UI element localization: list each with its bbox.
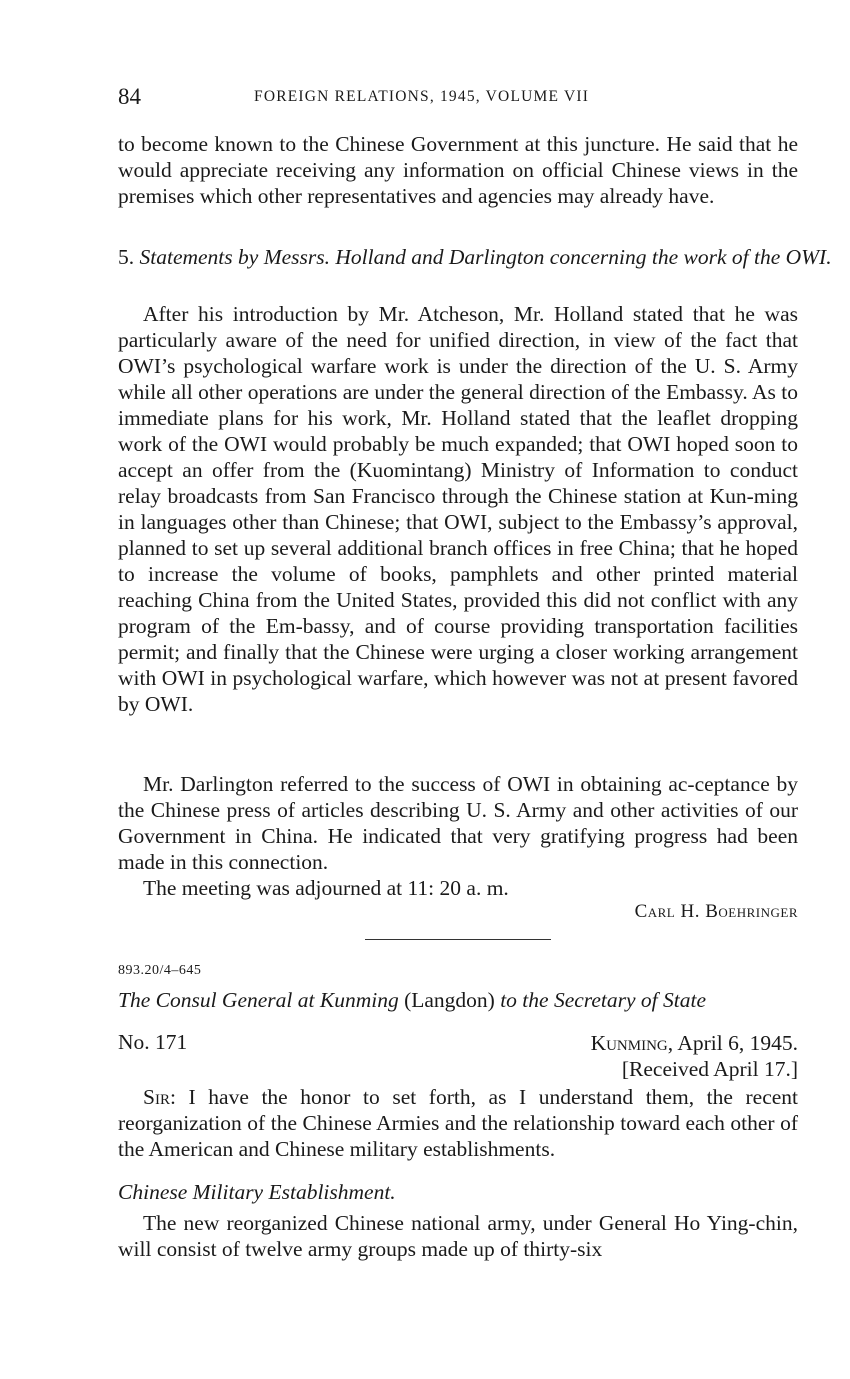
place-date-block (591, 1030, 798, 1082)
section-number: 5. (118, 245, 135, 269)
subheading: Chinese Military Establishment. (118, 1180, 396, 1204)
paragraph-adjournment: The meeting was adjourned at 11: 20 a. m. (143, 876, 509, 900)
signature: Carl H. Boehringer (634, 901, 798, 922)
document-title (118, 987, 798, 1013)
title-sender-name: (Langdon) (404, 988, 495, 1012)
paragraph-army-reorganization: The new reorganized Chinese national army, under General Ho Ying-chin, will consist of twelve army groups made up of thirty-six (118, 1211, 798, 1261)
running-head: FOREIGN RELATIONS, 1945, VOLUME VII (254, 88, 590, 105)
paragraph-salutation (118, 1084, 798, 1162)
section-heading (118, 244, 840, 270)
section-title: Statements by Messrs. Holland and Darlington concerning the work of the OWI. (139, 245, 832, 269)
paragraph-darlington-statement: Mr. Darlington referred to the success of OWI in obtaining ac-ceptance by the Chinese press of articles describing U. S. Army and other activities of our Government in China. He indicated that very gratifying progress had been made in this connection. (118, 772, 798, 874)
document-number: No. 171 (118, 1030, 188, 1054)
received-date: [Received April 17.] (621, 1057, 798, 1081)
paragraph-continuation: to become known to the Chinese Government at this juncture. He said that he would appreciate receiving any information on official Chinese views in the premises which other representatives and agencies may already have. (118, 132, 798, 208)
file-number: 893.20/4–645 (118, 963, 202, 978)
title-sender: The Consul General at Kunming (118, 988, 399, 1012)
salutation-text: I have the honor to set forth, as I understand them, the recent reorganization of the Chinese Armies and the relationship toward each other of the American and Chinese military establishments. (118, 1085, 799, 1161)
page-header (118, 84, 798, 114)
section-divider (365, 939, 551, 940)
page-number: 84 (118, 84, 141, 109)
paragraph-holland-statement: After his introduction by Mr. Atcheson, Mr. Holland stated that he was particularly aware of the need for unified direction, in view of the fact that OWI’s psychological warfare work is under the direction of the U. S. Army while all other operations are under the general direction of the Embassy. As to immediate plans for his work, Mr. Holland stated that the leaflet dropping work of the OWI would probably be much expanded; that OWI hoped soon to accept an offer from the (Kuomintang) Ministry of Information to conduct relay broadcasts from San Francisco through the Chinese station at Kun-ming in languages other than Chinese; that OWI, subject to the Embassy’s approval, planned to set up several additional branch offices in free China; that he hoped to increase the volume of books, pamphlets and other printed material reaching China from the United States, provided this did not conflict with any program of the Em-bassy, and of course providing transportation facilities permit; and finally that the Chinese were urging a closer working arrangement with OWI in psychological warfare, which however was not at present favored by OWI. (118, 302, 798, 716)
title-recipient: to the Secretary of State (500, 988, 706, 1012)
place: Kunming, (590, 1031, 674, 1055)
date: April 6, 1945. (677, 1031, 798, 1055)
salutation: Sir: (143, 1085, 176, 1109)
place-date-line (591, 1030, 798, 1056)
